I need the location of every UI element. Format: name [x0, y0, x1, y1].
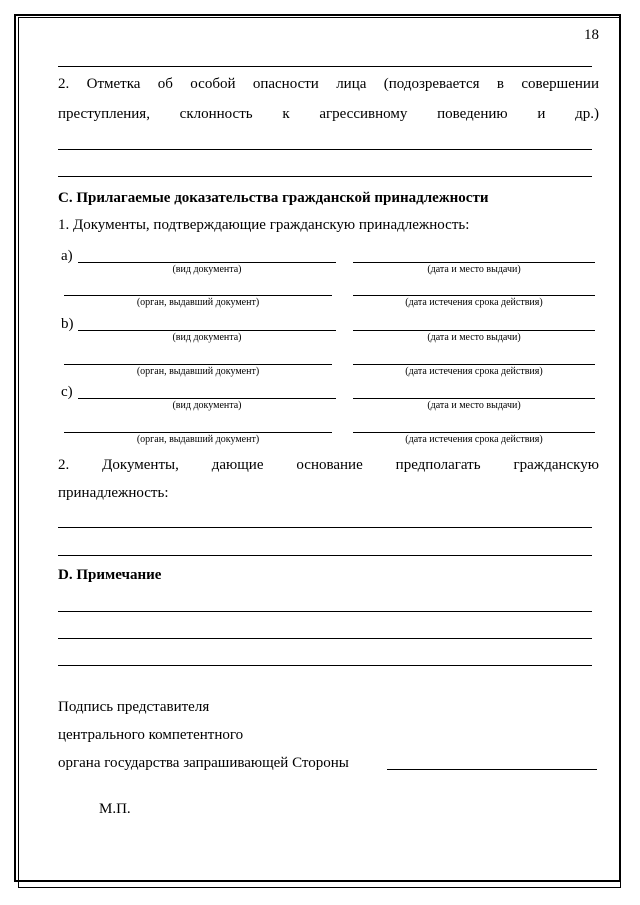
blank-line[interactable]: [58, 611, 592, 612]
word: совершении: [521, 76, 599, 92]
fill-line[interactable]: [64, 432, 332, 433]
entry-marker: b): [61, 316, 74, 332]
signature-label-2: центрального компетентного: [58, 727, 244, 743]
blank-line: [58, 66, 592, 67]
blank-line[interactable]: [58, 665, 592, 666]
section-c-item2-line-2: принадлежность:: [58, 485, 169, 501]
word: гражданскую: [513, 457, 599, 473]
fill-line[interactable]: [64, 295, 332, 296]
fill-line[interactable]: [353, 398, 595, 399]
blank-line[interactable]: [58, 527, 592, 528]
item2-line-1: [58, 75, 599, 93]
field-caption: (орган, выдавший документ): [136, 297, 260, 308]
word: агрессивному: [319, 106, 408, 122]
word: к: [282, 106, 290, 122]
signature-line[interactable]: [387, 769, 597, 770]
section-c-item1: 1. Документы, подтверждающие гражданскую принадлежность:: [58, 217, 470, 233]
field-caption: (дата и место выдачи): [427, 400, 521, 411]
section-c-heading: C. Прилагаемые доказательства гражданской принадлежности: [58, 190, 489, 206]
word: др.): [575, 106, 599, 122]
field-caption: (вид документа): [172, 264, 242, 275]
fill-line[interactable]: [353, 295, 595, 296]
fill-line[interactable]: [78, 398, 336, 399]
word: особой: [190, 76, 236, 92]
signature-label-3: органа государства запрашивающей Стороны: [58, 755, 349, 771]
signature-label-1: Подпись представителя: [58, 699, 210, 715]
word: 2.: [58, 76, 70, 92]
word: и: [537, 106, 546, 122]
word: лица: [336, 76, 367, 92]
word: основание: [296, 457, 363, 473]
fill-line[interactable]: [353, 432, 595, 433]
word: 2.: [58, 457, 70, 473]
field-caption: (орган, выдавший документ): [136, 434, 260, 445]
word: (подозревается: [383, 76, 480, 92]
blank-line: [58, 176, 592, 177]
blank-line[interactable]: [58, 638, 592, 639]
page-number: 18: [584, 27, 599, 43]
word: об: [157, 76, 173, 92]
fill-line[interactable]: [78, 262, 336, 263]
entry-marker: c): [61, 384, 73, 400]
section-c-item2-line-1: [58, 456, 599, 474]
word: в: [496, 76, 505, 92]
field-caption: (вид документа): [172, 400, 242, 411]
field-caption: (дата истечения срока действия): [405, 366, 543, 377]
fill-line[interactable]: [64, 364, 332, 365]
field-caption: (орган, выдавший документ): [136, 366, 260, 377]
word: Отметка: [86, 76, 141, 92]
stamp-place: М.П.: [99, 801, 131, 817]
word: поведению: [437, 106, 508, 122]
blank-line: [58, 149, 592, 150]
item2-line-2: [58, 105, 599, 123]
fill-line[interactable]: [353, 364, 595, 365]
blank-line[interactable]: [58, 555, 592, 556]
word: склонность: [179, 106, 253, 122]
word: предполагать: [395, 457, 481, 473]
entry-marker: a): [61, 248, 73, 264]
field-caption: (дата истечения срока действия): [405, 434, 543, 445]
word: дающие: [211, 457, 264, 473]
field-caption: (дата и место выдачи): [427, 264, 521, 275]
section-d-heading: D. Примечание: [58, 567, 162, 583]
fill-line[interactable]: [353, 330, 595, 331]
word: Документы,: [102, 457, 179, 473]
fill-line[interactable]: [78, 330, 336, 331]
word: преступления,: [58, 106, 150, 122]
field-caption: (дата истечения срока действия): [405, 297, 543, 308]
field-caption: (вид документа): [172, 332, 242, 343]
word: опасности: [252, 76, 319, 92]
field-caption: (дата и место выдачи): [427, 332, 521, 343]
fill-line[interactable]: [353, 262, 595, 263]
